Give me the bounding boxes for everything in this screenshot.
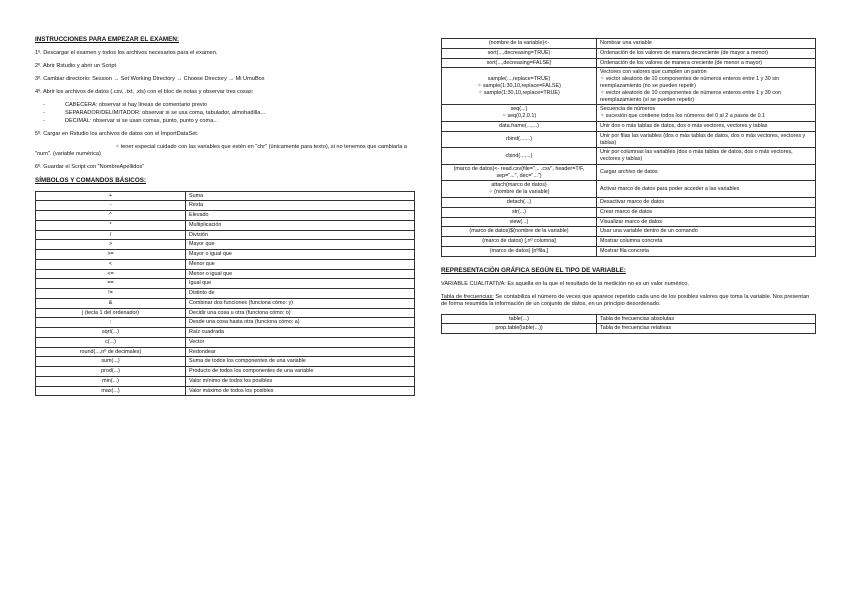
description-text: vector aleatorio de 10 componentes de números enteros entre 1 y 30 sin reemplazamiento (no se pueden repetir) — [600, 76, 780, 89]
table-row — [442, 314, 816, 324]
description-text: Mostrar columna concreta — [600, 238, 663, 245]
description-line — [600, 199, 812, 206]
table-row — [36, 357, 415, 367]
command-cell — [442, 105, 597, 122]
command-line — [445, 136, 593, 143]
sparkle-icon: ✧ — [600, 76, 605, 82]
command-text: (marco de datos)<- read.csv(file="... .csv", header=T/F, sep="...", dec="...") — [453, 165, 585, 179]
step-2: 2º. Abrir Rstudio y abrir un Script — [35, 62, 117, 69]
command-text: sample(1:30,10,replace=FALSE) — [482, 82, 561, 89]
description-cell — [597, 68, 816, 105]
symbol-cell: | (tecla 1 del ordenador) — [36, 308, 186, 318]
step-6: 6º. Guardar el Script con "NombreApellidos" — [35, 163, 145, 170]
table-row — [442, 122, 816, 132]
step-4-list — [35, 102, 415, 125]
description-cell — [597, 48, 816, 58]
command-line — [445, 40, 593, 47]
sparkle-icon: ✧ — [477, 82, 482, 89]
table-row — [442, 198, 816, 208]
command-cell — [442, 131, 597, 148]
function-cell: prop.table(table(...)) — [442, 324, 597, 334]
description-line — [600, 186, 812, 193]
symbol-cell: >= — [36, 250, 186, 260]
description-text: Cargar archivo de datos — [600, 169, 658, 176]
description-text: Nombrar una variable — [600, 40, 652, 46]
description-line — [600, 113, 812, 120]
graph-title: REPRESENTACIÓN GRÁFICA SEGÚN EL TIPO DE VARIABLE: — [441, 266, 626, 274]
table-row — [442, 68, 816, 105]
table-row — [442, 164, 816, 181]
list-item: - SEPARADOR/DELIMITADOR: observar si se usa coma, tabulador, almohadilla... — [65, 110, 415, 117]
command-text: sort(...,decreasing=TRUE) — [487, 49, 551, 56]
command-line — [445, 50, 593, 57]
description-line — [600, 123, 812, 130]
symbol-cell: ^ — [36, 211, 186, 221]
command-cell — [442, 164, 597, 181]
freq-text: Se contabiliza el número de veces que aparece repetido cada uno de los posibles valores que toma la variable. Nos presentan de forma resumida la información de un conjunto de datos, en un principio desordenado. — [441, 293, 810, 307]
command-text: (nombre de la variable) — [494, 189, 550, 196]
command-line — [445, 209, 593, 216]
table-row — [36, 328, 415, 338]
command-text: rbind(...,...) — [505, 136, 533, 143]
table-row — [36, 230, 415, 240]
description-text: Mostrar fila concreta — [600, 247, 649, 254]
table-row — [36, 250, 415, 260]
sparkle-icon: ✧ — [501, 113, 507, 120]
meaning-cell: Menor o igual que — [186, 269, 415, 279]
table-row — [442, 39, 816, 49]
description-text: Crear marco de datos — [600, 208, 653, 215]
meaning-cell: Desde una cosa hasta otra (funciona cómo: a) — [186, 318, 415, 328]
function-cell: table(...) — [442, 314, 597, 324]
symbol-cell: <= — [36, 269, 186, 279]
table-row — [442, 148, 816, 165]
description-line — [600, 209, 812, 216]
description-text: Unir dos o más tablas de datos, dos o más vectores, vectores y tablas — [600, 123, 768, 130]
sparkle-icon: ✧ — [115, 143, 120, 150]
symbol-cell: : — [36, 318, 186, 328]
description-text: Unir por filas las variables (dos o más tablas de datos, dos o más vectores, vectores y tablas) — [600, 132, 806, 146]
description-text: Activar marco de datos para poder acceder a las variables — [600, 185, 740, 192]
symbol-cell: * — [36, 220, 186, 230]
description-text: Ordenación de los valores de manera decreciente (de mayor a menor) — [600, 49, 769, 56]
table-row — [36, 367, 415, 377]
command-line — [445, 238, 593, 245]
meaning-cell: Suma de todos los componentes de una variable — [186, 357, 415, 367]
command-text: (marco de datos)$(nombre de la variable) — [469, 228, 569, 235]
description-cell — [597, 105, 816, 122]
table-row — [36, 240, 415, 250]
command-text: sample(...,replace=TRUE) — [487, 76, 551, 82]
command-cell — [442, 122, 597, 132]
description-text: Desactivar marco de datos — [600, 199, 665, 206]
command-cell — [442, 48, 597, 58]
meaning-cell: Mayor que — [186, 240, 415, 250]
list-item: - CABECERA: observar si hay líneas de comentario previo — [65, 102, 415, 109]
meaning-cell: Distinto de — [186, 289, 415, 299]
meaning-cell: Vector — [186, 337, 415, 347]
command-text: sample(1:30,10,replace=TRUE) — [483, 89, 560, 96]
step-4: 4º. Abrir los archivos de datos (.csv, .txt, .xls) con el bloc de notas y observar tres cosas: — [35, 88, 254, 95]
table-row — [36, 191, 415, 201]
symbol-cell: round(...,nº de decimales) — [36, 347, 186, 357]
symbols-table — [35, 191, 415, 397]
step-5-note-text: tener especial cuidado con las variables que estén en "chr" (únicamente para texto), si no tenemos que cambiarla a "num". (variable numérica) — [35, 143, 407, 157]
symbols-title: SÍMBOLOS Y COMANDOS BÁSICOS: — [35, 176, 147, 184]
table-row — [36, 279, 415, 289]
meaning-cell: Valor mínimo de todos los posibles — [186, 376, 415, 386]
step-5: 5º. Cargar en Rstudio los archivos de datos con el ImportDataSet. — [35, 130, 199, 137]
sparkle-icon: ✧ — [600, 113, 605, 120]
command-cell — [442, 181, 597, 198]
command-line — [445, 60, 593, 67]
meaning-cell: División — [186, 230, 415, 240]
description-cell — [597, 207, 816, 217]
command-cell — [442, 207, 597, 217]
description-cell — [597, 164, 816, 181]
command-line — [445, 153, 593, 160]
meaning-cell: Valor máximo de todos los posibles — [186, 386, 415, 396]
command-text: seq(0,2,0.1) — [507, 113, 537, 120]
command-text: (marco de datos) [nºfila,] — [489, 247, 549, 254]
table-row — [36, 376, 415, 386]
description-line — [600, 60, 812, 67]
meaning-cell: Decidir una cosa u otra (funciona cómo: o) — [186, 308, 415, 318]
description-text: Unir por columnas las variables (dos o más tablas de datos, dos o más vectores, vectores y tablas) — [600, 149, 793, 163]
symbol-cell: + — [36, 191, 186, 201]
command-cell — [442, 227, 597, 237]
description-line — [600, 219, 812, 226]
right-column — [441, 38, 816, 334]
table-row — [442, 207, 816, 217]
description-cell — [597, 237, 816, 247]
table-row — [36, 337, 415, 347]
command-text: cbind(...,...) — [505, 152, 533, 159]
symbol-cell: != — [36, 289, 186, 299]
description-line — [600, 149, 812, 163]
meaning-cell: Multiplicación — [186, 220, 415, 230]
symbol-cell: c(...) — [36, 337, 186, 347]
table-row — [36, 289, 415, 299]
description-line — [600, 76, 812, 90]
description-cell — [597, 181, 816, 198]
command-line — [445, 83, 593, 90]
command-cell — [442, 68, 597, 105]
meaning-cell: Suma — [186, 191, 415, 201]
command-text: (nombre de la variable)<- — [488, 40, 550, 46]
meaning-cell: Producto de todos los componentes de una variable — [186, 367, 415, 377]
description-text: Ordenación de los valores de manera creciente (de menor a mayor) — [600, 59, 763, 66]
description-line — [600, 69, 812, 76]
meaning-cell: Tabla de frecuencias relativas — [597, 324, 816, 334]
sparkle-icon: ✧ — [600, 89, 605, 96]
table-row — [36, 347, 415, 357]
description-cell — [597, 58, 816, 68]
meaning-cell: Tabla de frecuencias absolutas — [597, 314, 816, 324]
command-text: seq(...) — [510, 106, 528, 113]
list-item: - DECIMAL: observar si se usan comas, punto, punto y coma... — [65, 118, 415, 125]
command-text: detach(...) — [506, 199, 532, 206]
description-cell — [597, 198, 816, 208]
symbol-cell: max(...) — [36, 386, 186, 396]
table-row — [442, 181, 816, 198]
table-row — [442, 48, 816, 58]
command-cell — [442, 58, 597, 68]
description-line — [600, 40, 812, 47]
meaning-cell: Resta — [186, 201, 415, 211]
table-row — [442, 105, 816, 122]
command-line — [445, 228, 593, 235]
command-cell — [442, 237, 597, 247]
description-cell — [597, 39, 816, 49]
step-1: 1º. Descargar el examen y todos los archivos necesarios para el examen. — [35, 49, 218, 56]
description-text: Visualizar marco de datos — [600, 218, 662, 225]
step-5-note — [35, 144, 415, 158]
description-cell — [597, 131, 816, 148]
table-row — [36, 386, 415, 396]
description-text: Secuencia de números — [600, 106, 656, 113]
description-text: vector aleatorio de 10 componentes de números enteros entre 1 y 30 con reemplazamiento (sí se pueden repetir) — [600, 89, 781, 103]
command-text: sort(...,decreasing=FALSE) — [486, 59, 552, 66]
symbol-cell: - — [36, 201, 186, 211]
command-cell — [442, 198, 597, 208]
meaning-cell: Igual que — [186, 279, 415, 289]
meaning-cell: Menor que — [186, 259, 415, 269]
meaning-cell: Raíz cuadrada — [186, 328, 415, 338]
description-line — [600, 90, 812, 104]
command-cell — [442, 217, 597, 227]
description-line — [600, 50, 812, 57]
description-text: Vectores con valores que cumplen un patrón — [600, 69, 707, 76]
command-text: view(...) — [509, 218, 529, 225]
table-row — [36, 269, 415, 279]
sparkle-icon: ✧ — [488, 189, 494, 196]
command-line — [445, 248, 593, 255]
command-line — [445, 76, 593, 83]
table-row — [36, 308, 415, 318]
description-line — [600, 228, 812, 235]
symbol-cell: > — [36, 240, 186, 250]
table-row — [36, 259, 415, 269]
table-row — [36, 318, 415, 328]
symbol-cell: & — [36, 298, 186, 308]
symbol-cell: min(...) — [36, 376, 186, 386]
description-cell — [597, 122, 816, 132]
table-row — [36, 201, 415, 211]
command-line — [445, 166, 593, 180]
description-line — [600, 238, 812, 245]
description-text: Usar una variable dentro de un comando — [600, 228, 698, 235]
description-cell — [597, 227, 816, 237]
step-3: 3º. Cambiar directorio: Session → Set Working Directory → Choose Directory → Mi UmuBox — [35, 75, 265, 82]
command-line — [445, 123, 593, 130]
table-row — [442, 131, 816, 148]
meaning-cell: Mayor o igual que — [186, 250, 415, 260]
meaning-cell: Redondear — [186, 347, 415, 357]
command-line — [445, 219, 593, 226]
command-line — [445, 113, 593, 120]
command-cell — [442, 148, 597, 165]
command-text: (marco de datos) [,nº columna] — [482, 238, 556, 245]
command-line — [445, 90, 593, 97]
table-row — [442, 246, 816, 256]
command-cell — [442, 39, 597, 49]
command-text: str(...) — [511, 208, 527, 215]
symbol-cell: == — [36, 279, 186, 289]
instructions-title: INSTRUCCIONES PARA EMPEZAR EL EXAMEN: — [35, 36, 180, 43]
description-cell — [597, 246, 816, 256]
description-line — [600, 169, 812, 176]
command-text: attach(marco de datos) — [491, 182, 547, 189]
left-column — [35, 36, 415, 396]
table-row — [442, 217, 816, 227]
frequency-table — [441, 314, 816, 335]
commands-table — [441, 38, 816, 257]
description-line — [600, 133, 812, 147]
command-line — [445, 199, 593, 206]
table-row — [442, 237, 816, 247]
symbol-cell: < — [36, 259, 186, 269]
symbol-cell: sum(...) — [36, 357, 186, 367]
table-row — [36, 211, 415, 221]
meaning-cell: Combinar dos funciones (funciona cómo: y) — [186, 298, 415, 308]
table-row — [36, 220, 415, 230]
description-line — [600, 248, 812, 255]
table-row — [36, 298, 415, 308]
table-row — [442, 227, 816, 237]
cualitativa-text: VARIABLE CUALITATIVA: Es aquella en la que el resultado de la medición no es un valor numérico. — [441, 280, 690, 287]
meaning-cell: Elevado — [186, 211, 415, 221]
table-row — [442, 58, 816, 68]
description-cell — [597, 148, 816, 165]
symbol-cell: prod(...) — [36, 367, 186, 377]
table-row — [442, 324, 816, 334]
symbol-cell: sqrt(...) — [36, 328, 186, 338]
description-text: sucesión que contiene todos los números del 0 al 2 a pasos de 0.1 — [605, 113, 766, 120]
sparkle-icon: ✧ — [478, 89, 483, 96]
freq-paragraph — [441, 294, 816, 308]
freq-label: Tabla de frecuencias: — [441, 293, 494, 300]
command-line — [445, 189, 593, 196]
symbol-cell: / — [36, 230, 186, 240]
command-text: data.frame(...,...) — [499, 123, 539, 130]
command-cell — [442, 246, 597, 256]
description-cell — [597, 217, 816, 227]
